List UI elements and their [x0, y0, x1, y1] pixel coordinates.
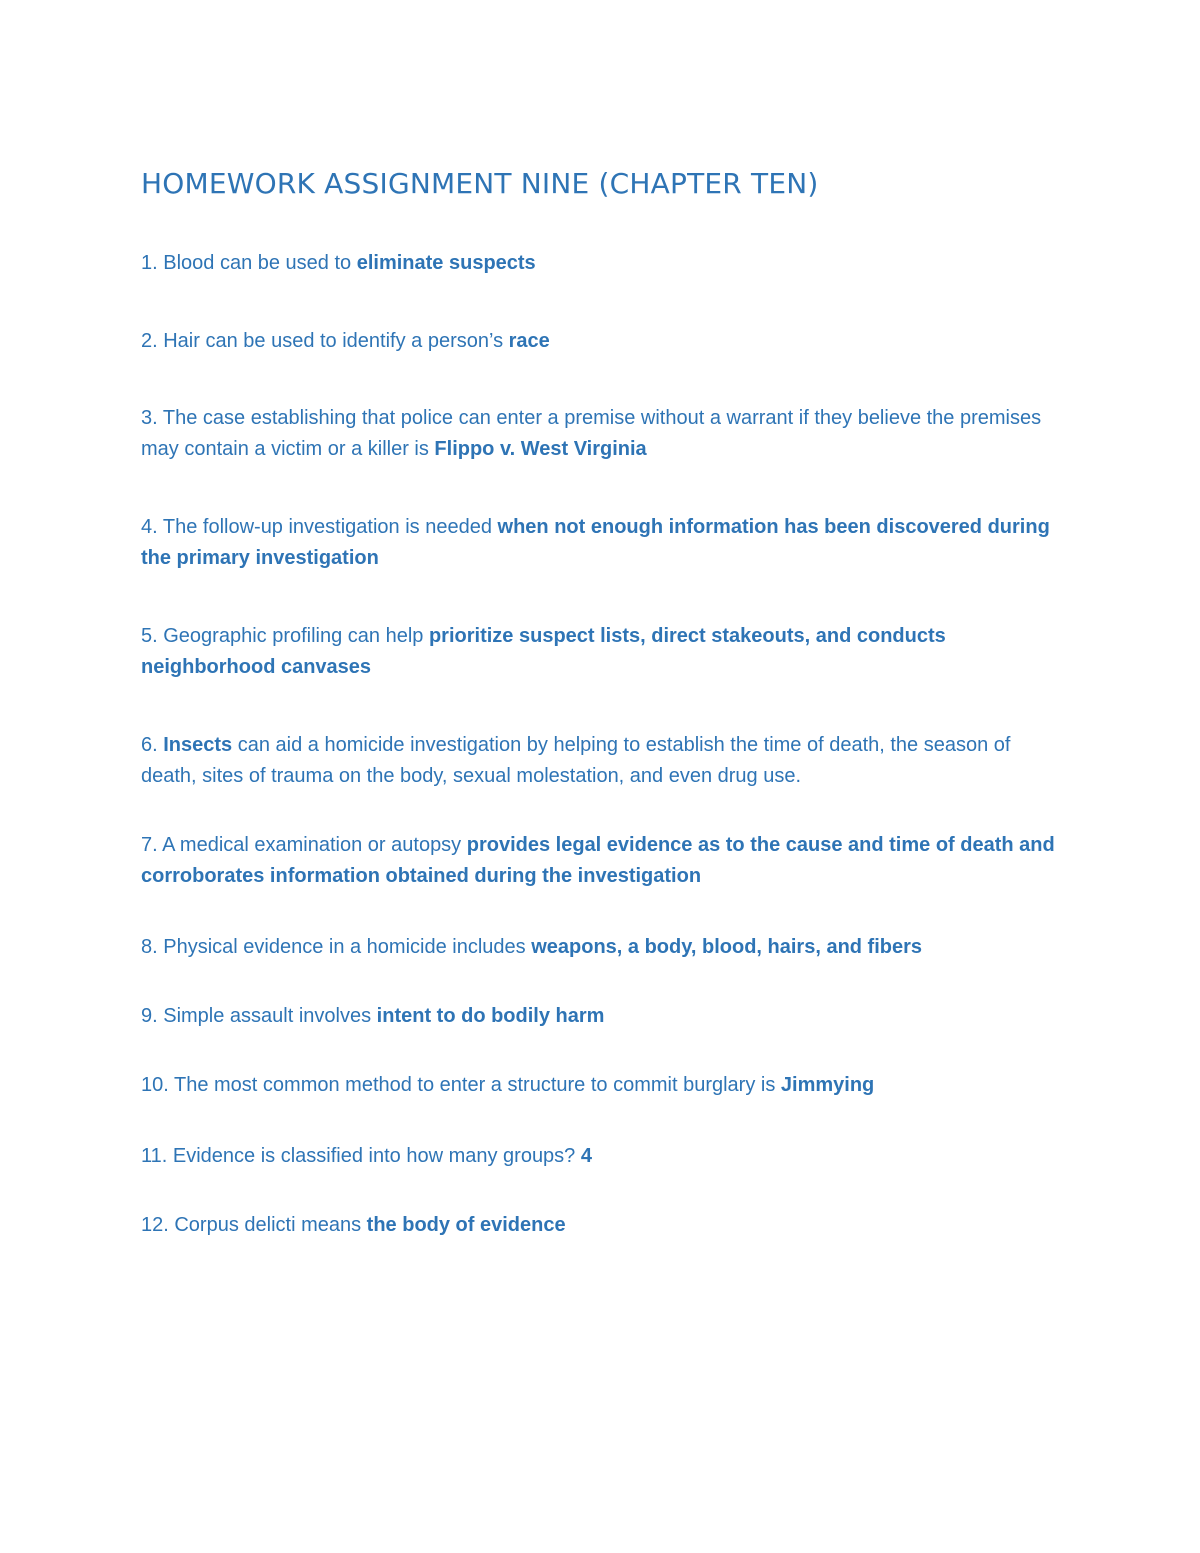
- answer-text: intent to do bodily harm: [376, 1005, 605, 1027]
- assignment-title: HOMEWORK ASSIGNMENT NINE (CHAPTER TEN): [141, 167, 819, 200]
- question-text: 7. A medical examination or autopsy: [141, 834, 467, 856]
- question-3: [141, 403, 1061, 465]
- question-text-trailing: can aid a homicide investigation by helping to establish the time of death, the season of death, sites of trauma on the body, sexual molestation, and even drug use.: [141, 734, 1011, 787]
- question-text: 4. The follow-up investigation is needed: [141, 516, 498, 538]
- question-text: 12. Corpus delicti means: [141, 1214, 367, 1236]
- question-text: 10. The most common method to enter a structure to commit burglary is: [141, 1074, 781, 1096]
- question-text: 6.: [141, 734, 164, 756]
- question-1: [141, 248, 1061, 279]
- question-5: [141, 621, 1061, 683]
- answer-text: Jimmying: [780, 1074, 875, 1096]
- answer-text: Insects: [163, 734, 233, 756]
- question-11: [141, 1141, 1061, 1172]
- question-text: 5. Geographic profiling can help: [141, 625, 429, 647]
- answer-text: when not enough information has been discovered during the primary investigation: [141, 516, 1050, 569]
- answer-text: Flippo v. West Virginia: [434, 438, 647, 460]
- question-text: 1. Blood can be used to: [141, 252, 357, 274]
- answer-text: the body of evidence: [366, 1214, 566, 1236]
- question-6: [141, 730, 1061, 792]
- question-10: [141, 1070, 1061, 1101]
- question-text: 2. Hair can be used to identify a person’s: [141, 330, 509, 352]
- question-text: 11. Evidence is classified into how many groups?: [141, 1145, 581, 1167]
- question-4: [141, 512, 1061, 574]
- answer-text: provides legal evidence as to the cause and time of death and corroborates information obtained during the investigation: [141, 834, 1055, 887]
- question-7: [141, 830, 1061, 892]
- answer-text: eliminate suspects: [356, 252, 536, 274]
- question-text: 8. Physical evidence in a homicide includes: [141, 936, 532, 958]
- question-text: 3. The case establishing that police can enter a premise without a warrant if they believe the premises may contain a victim or a killer is: [141, 407, 1042, 460]
- question-text: 9. Simple assault involves: [141, 1005, 377, 1027]
- answer-text: race: [508, 330, 550, 352]
- question-8: [141, 932, 1061, 963]
- answer-text: 4: [580, 1145, 592, 1167]
- question-9: [141, 1001, 1061, 1032]
- answer-text: weapons, a body, blood, hairs, and fibers: [531, 936, 923, 958]
- answer-text: prioritize suspect lists, direct stakeouts, and conducts neighborhood canvases: [141, 625, 946, 678]
- question-12: [141, 1210, 1061, 1241]
- question-2: [141, 326, 1061, 357]
